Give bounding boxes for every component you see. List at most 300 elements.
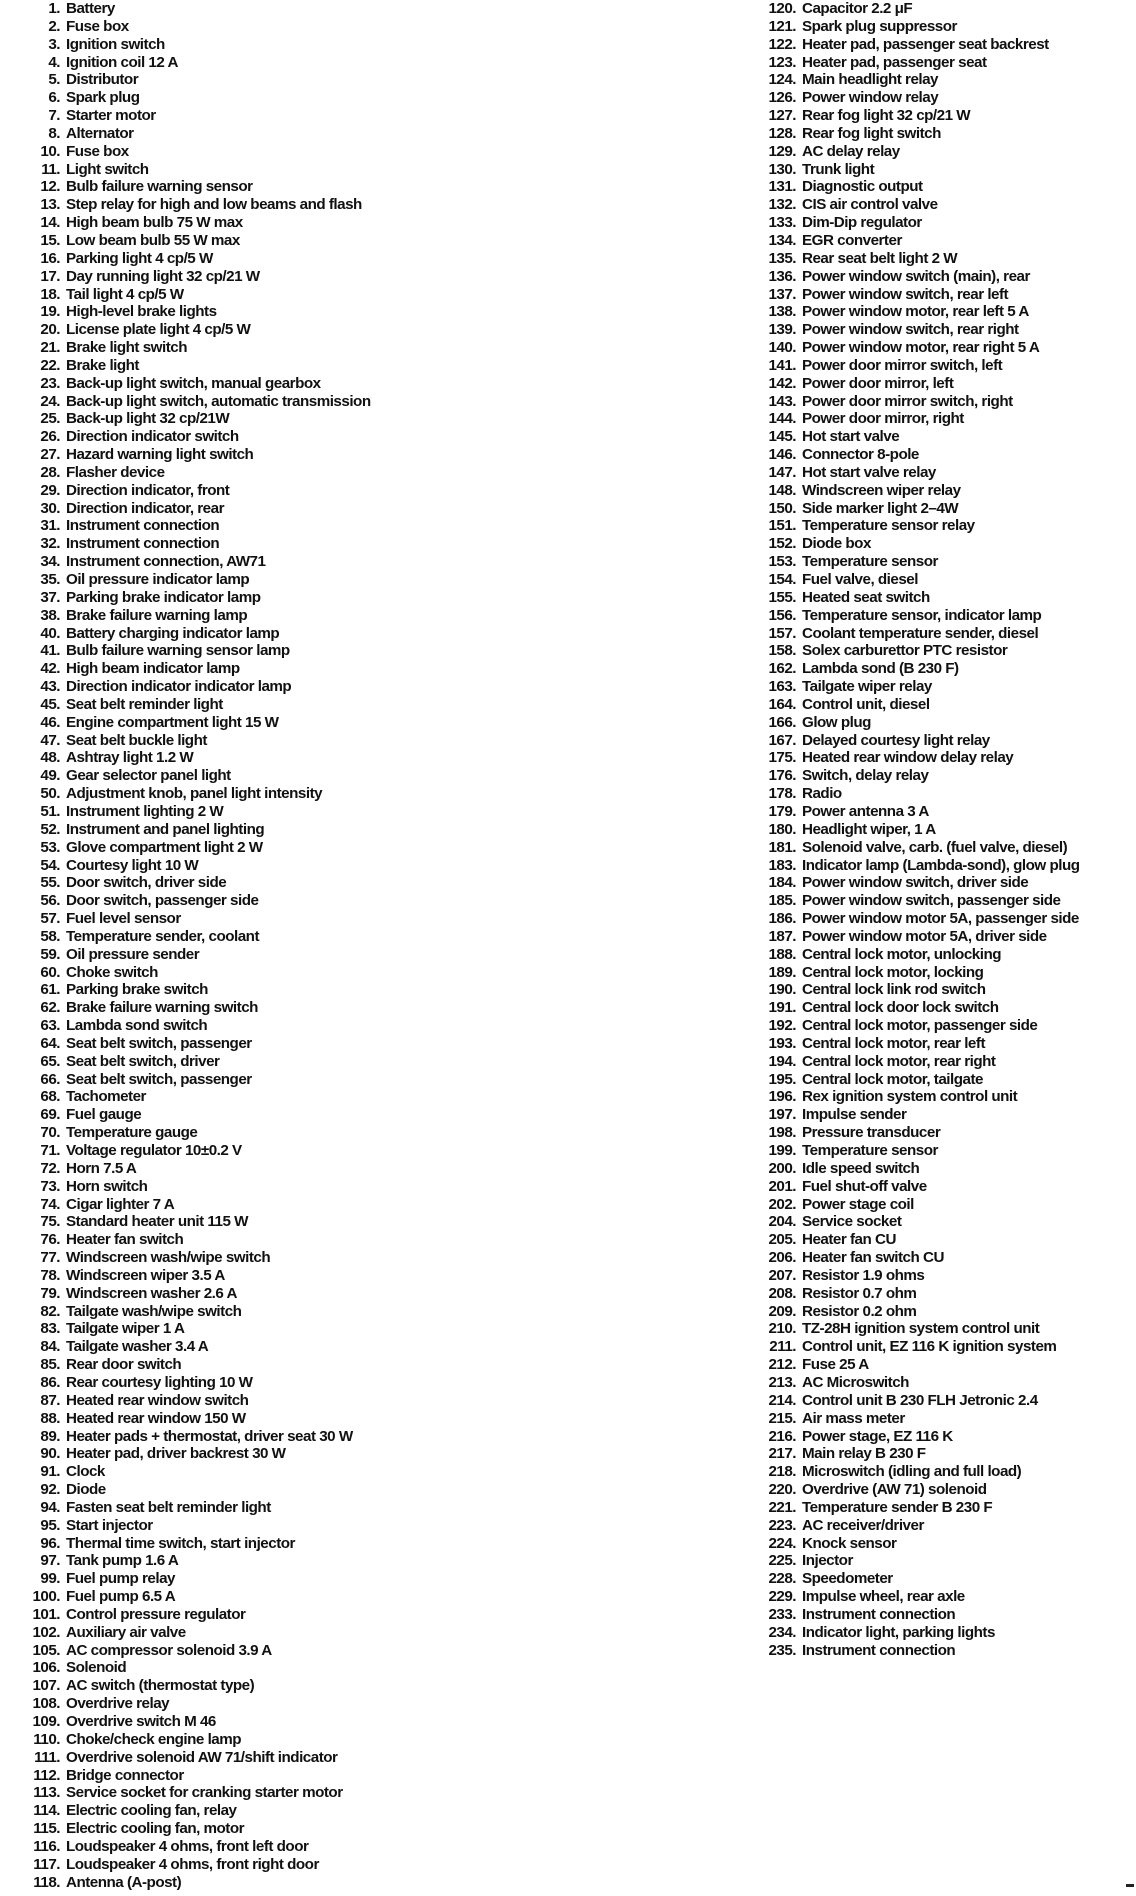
component-list-item bbox=[18, 999, 708, 1017]
component-list-item bbox=[18, 1767, 708, 1785]
item-number: 176. bbox=[768, 767, 796, 785]
item-number: 22. bbox=[40, 356, 60, 374]
item-description: Delayed courtesy light relay bbox=[802, 731, 990, 749]
item-description: Alternator bbox=[66, 124, 134, 142]
item-number: 221. bbox=[768, 1498, 796, 1516]
item-description: Service socket bbox=[802, 1213, 902, 1231]
item-number: 196. bbox=[768, 1088, 796, 1106]
item-number: 210. bbox=[768, 1320, 796, 1338]
item-description: Tachometer bbox=[66, 1088, 146, 1106]
item-number: 157. bbox=[768, 624, 796, 642]
item-number: 10. bbox=[40, 142, 60, 160]
item-description: Tail light 4 cp/5 W bbox=[66, 285, 184, 303]
item-description: Solex carburettor PTC resistor bbox=[802, 642, 1008, 660]
item-description: Instrument connection bbox=[66, 517, 220, 535]
item-number: 151. bbox=[768, 517, 796, 535]
component-list-item bbox=[752, 1267, 1136, 1285]
component-list-item bbox=[18, 1499, 708, 1517]
component-list-item bbox=[752, 250, 1136, 268]
component-list-item bbox=[18, 1392, 708, 1410]
item-description: Fuel gauge bbox=[66, 1106, 142, 1124]
item-description: Central lock motor, rear right bbox=[802, 1052, 996, 1070]
component-list-item bbox=[18, 339, 708, 357]
item-description: Fuel pump 6.5 A bbox=[66, 1588, 176, 1606]
item-description: Bulb failure warning sensor bbox=[66, 178, 253, 196]
item-number: 78. bbox=[40, 1266, 60, 1284]
component-list-item bbox=[752, 1624, 1136, 1642]
component-list-item bbox=[18, 749, 708, 767]
item-description: Temperature sensor, indicator lamp bbox=[802, 606, 1042, 624]
item-description: Distributor bbox=[66, 71, 139, 89]
component-list-item bbox=[18, 678, 708, 696]
component-list-item bbox=[752, 1481, 1136, 1499]
component-list-item bbox=[752, 393, 1136, 411]
component-list-item bbox=[18, 1017, 708, 1035]
item-description: Power stage coil bbox=[802, 1195, 914, 1213]
item-number: 18. bbox=[40, 285, 60, 303]
item-number: 130. bbox=[768, 160, 796, 178]
item-number: 16. bbox=[40, 249, 60, 267]
component-list-item bbox=[752, 857, 1136, 875]
item-number: 4. bbox=[48, 53, 60, 71]
item-description: AC receiver/driver bbox=[802, 1516, 924, 1534]
component-list-item bbox=[752, 428, 1136, 446]
item-description: Temperature sensor bbox=[802, 1142, 938, 1159]
item-number: 106. bbox=[32, 1659, 60, 1677]
item-number: 185. bbox=[768, 892, 796, 910]
item-description: Power door mirror, right bbox=[802, 410, 964, 428]
item-number: 46. bbox=[40, 713, 60, 731]
item-number: 72. bbox=[40, 1159, 60, 1177]
item-description: Power window switch (main), rear bbox=[802, 267, 1030, 285]
item-description: Microswitch (idling and full load) bbox=[802, 1463, 1022, 1481]
component-list-item bbox=[18, 36, 708, 54]
item-number: 152. bbox=[768, 535, 796, 553]
item-number: 178. bbox=[768, 785, 796, 803]
item-number: 126. bbox=[768, 89, 796, 107]
item-description: Resistor 1.9 ohms bbox=[802, 1266, 925, 1284]
item-description: Windscreen wiper relay bbox=[802, 481, 961, 499]
item-number: 20. bbox=[40, 321, 60, 339]
item-description: Clock bbox=[66, 1463, 105, 1481]
item-number: 111. bbox=[34, 1748, 60, 1766]
component-list-item bbox=[752, 107, 1136, 125]
item-description: Oil pressure indicator lamp bbox=[66, 571, 250, 588]
item-description: Battery charging indicator lamp bbox=[66, 624, 280, 642]
component-list-item bbox=[18, 161, 708, 179]
item-number: 207. bbox=[768, 1266, 796, 1284]
item-number: 60. bbox=[40, 963, 60, 981]
item-number: 90. bbox=[40, 1445, 60, 1463]
component-list-item bbox=[752, 1338, 1136, 1356]
item-number: 69. bbox=[40, 1106, 60, 1124]
item-description: Brake failure warning lamp bbox=[66, 606, 248, 624]
component-list-item bbox=[752, 678, 1136, 696]
item-description: Rear seat belt light 2 W bbox=[802, 249, 958, 267]
component-list-item bbox=[752, 642, 1136, 660]
item-number: 28. bbox=[40, 463, 60, 481]
item-number: 114. bbox=[33, 1802, 60, 1820]
component-list-item bbox=[752, 1356, 1136, 1374]
item-number: 66. bbox=[40, 1070, 60, 1088]
component-list-item bbox=[18, 767, 708, 785]
item-description: AC Microswitch bbox=[802, 1373, 909, 1391]
item-description: Heated seat switch bbox=[802, 588, 930, 606]
component-list-item bbox=[752, 892, 1136, 910]
item-number: 150. bbox=[768, 499, 796, 517]
component-list-item bbox=[752, 54, 1136, 72]
item-number: 128. bbox=[768, 124, 796, 142]
item-number: 136. bbox=[768, 267, 796, 285]
item-number: 163. bbox=[768, 678, 796, 696]
item-number: 131. bbox=[768, 178, 796, 196]
item-number: 167. bbox=[768, 731, 796, 749]
item-description: Impulse wheel, rear axle bbox=[802, 1588, 965, 1606]
item-number: 101. bbox=[32, 1605, 60, 1623]
item-number: 191. bbox=[768, 999, 796, 1017]
component-list-item bbox=[18, 1142, 708, 1160]
component-list-item bbox=[18, 571, 708, 589]
item-description: Rex ignition system control unit bbox=[802, 1088, 1018, 1106]
item-number: 132. bbox=[768, 196, 796, 214]
item-description: Idle speed switch bbox=[802, 1159, 920, 1177]
component-list-item bbox=[18, 446, 708, 464]
item-number: 82. bbox=[40, 1302, 60, 1320]
item-description: AC compressor solenoid 3.9 A bbox=[66, 1641, 272, 1659]
component-list-item bbox=[752, 732, 1136, 750]
item-number: 197. bbox=[768, 1106, 796, 1124]
item-number: 193. bbox=[768, 1034, 796, 1052]
component-list-item bbox=[752, 375, 1136, 393]
item-description: Direction indicator indicator lamp bbox=[66, 678, 292, 696]
item-description: Central lock door lock switch bbox=[802, 999, 999, 1017]
item-description: Seat belt reminder light bbox=[66, 695, 223, 713]
item-number: 35. bbox=[40, 571, 60, 588]
item-number: 83. bbox=[40, 1320, 60, 1338]
component-list-item bbox=[18, 1249, 708, 1267]
component-list-item bbox=[752, 821, 1136, 839]
component-list-item bbox=[18, 357, 708, 375]
component-list-item bbox=[18, 589, 708, 607]
item-number: 5. bbox=[48, 71, 60, 89]
component-list-item bbox=[18, 732, 708, 750]
item-number: 214. bbox=[768, 1391, 796, 1409]
item-description: Loudspeaker 4 ohms, front left door bbox=[66, 1837, 309, 1855]
component-list-item bbox=[18, 1285, 708, 1303]
item-description: Dim-Dip regulator bbox=[802, 214, 922, 232]
component-list-item bbox=[752, 1552, 1136, 1570]
component-list-item bbox=[18, 892, 708, 910]
component-list-item bbox=[752, 18, 1136, 36]
item-number: 58. bbox=[40, 927, 60, 945]
item-number: 89. bbox=[40, 1427, 60, 1445]
item-description: Antenna (A-post) bbox=[66, 1873, 182, 1891]
item-description: Bulb failure warning sensor lamp bbox=[66, 642, 290, 660]
item-description: AC switch (thermostat type) bbox=[66, 1677, 255, 1695]
item-number: 88. bbox=[40, 1409, 60, 1427]
item-description: Heater fan switch bbox=[66, 1231, 184, 1249]
item-description: Light switch bbox=[66, 160, 149, 178]
component-list-item bbox=[752, 196, 1136, 214]
component-list-item bbox=[752, 1606, 1136, 1624]
component-list-item bbox=[18, 393, 708, 411]
component-list-item bbox=[752, 500, 1136, 518]
item-number: 195. bbox=[768, 1070, 796, 1088]
component-list-item bbox=[752, 517, 1136, 535]
component-list-item bbox=[18, 1267, 708, 1285]
item-description: Adjustment knob, panel light intensity bbox=[66, 785, 323, 803]
component-list-item bbox=[752, 339, 1136, 357]
component-list-item bbox=[752, 1642, 1136, 1660]
item-description: Central lock motor, tailgate bbox=[802, 1070, 983, 1088]
component-list-item bbox=[18, 857, 708, 875]
item-number: 99. bbox=[40, 1570, 60, 1588]
item-number: 61. bbox=[40, 981, 60, 999]
item-number: 50. bbox=[40, 785, 60, 803]
component-list-item bbox=[18, 1874, 708, 1892]
item-description: Instrument lighting 2 W bbox=[66, 802, 224, 820]
item-description: Windscreen washer 2.6 A bbox=[66, 1284, 237, 1302]
item-number: 166. bbox=[768, 713, 796, 731]
item-description: Resistor 0.7 ohm bbox=[802, 1284, 917, 1302]
item-description: Voltage regulator 10±0.2 V bbox=[66, 1142, 242, 1159]
item-number: 51. bbox=[40, 802, 60, 820]
component-list-item bbox=[18, 1535, 708, 1553]
component-list-item bbox=[18, 1481, 708, 1499]
item-description: Door switch, passenger side bbox=[66, 892, 259, 910]
item-description: Heater pad, driver backrest 30 W bbox=[66, 1445, 286, 1463]
item-description: Heater pad, passenger seat bbox=[802, 53, 987, 71]
item-number: 233. bbox=[768, 1605, 796, 1623]
item-number: 145. bbox=[768, 428, 796, 446]
item-description: High beam bulb 75 W max bbox=[66, 214, 243, 232]
component-list-item bbox=[752, 785, 1136, 803]
component-list-item bbox=[18, 1677, 708, 1695]
item-description: Power window motor, rear left 5 A bbox=[802, 303, 1029, 321]
item-number: 216. bbox=[768, 1427, 796, 1445]
item-description: Control unit, EZ 116 K ignition system bbox=[802, 1338, 1057, 1356]
item-number: 1. bbox=[48, 0, 60, 17]
item-description: Air mass meter bbox=[802, 1409, 905, 1427]
item-description: Horn switch bbox=[66, 1177, 148, 1195]
item-description: Ignition coil 12 A bbox=[66, 53, 178, 71]
component-list-item bbox=[18, 1428, 708, 1446]
item-description: Electric cooling fan, relay bbox=[66, 1802, 237, 1820]
component-list-item bbox=[752, 446, 1136, 464]
item-description: Central lock link rod switch bbox=[802, 981, 986, 999]
item-number: 211. bbox=[769, 1338, 796, 1356]
item-description: Oil pressure sender bbox=[66, 945, 200, 963]
item-number: 122. bbox=[768, 35, 796, 53]
component-list-item bbox=[18, 1106, 708, 1124]
item-description: Windscreen wiper 3.5 A bbox=[66, 1266, 225, 1284]
item-number: 190. bbox=[768, 981, 796, 999]
component-list-item bbox=[752, 125, 1136, 143]
item-description: Speedometer bbox=[802, 1570, 893, 1588]
component-list-item bbox=[18, 1338, 708, 1356]
item-description: Trunk light bbox=[802, 160, 875, 178]
item-number: 153. bbox=[768, 553, 796, 571]
component-list-item bbox=[18, 1713, 708, 1731]
item-number: 124. bbox=[768, 71, 796, 89]
item-number: 71. bbox=[40, 1142, 60, 1159]
item-number: 113. bbox=[33, 1784, 60, 1802]
component-list-item bbox=[18, 910, 708, 928]
component-list-item bbox=[18, 71, 708, 89]
component-list-item bbox=[18, 464, 708, 482]
item-description: Power window motor, rear right 5 A bbox=[802, 339, 1040, 357]
item-number: 94. bbox=[40, 1498, 60, 1516]
component-list-item bbox=[18, 1552, 708, 1570]
item-description: Heated rear window 150 W bbox=[66, 1409, 246, 1427]
component-list-item bbox=[18, 18, 708, 36]
item-number: 24. bbox=[40, 392, 60, 410]
item-number: 2. bbox=[48, 17, 60, 35]
item-number: 86. bbox=[40, 1373, 60, 1391]
component-list-item bbox=[18, 286, 708, 304]
item-number: 118. bbox=[33, 1873, 60, 1891]
component-list-item bbox=[18, 1784, 708, 1802]
item-number: 117. bbox=[33, 1855, 60, 1873]
item-number: 179. bbox=[768, 802, 796, 820]
item-description: Rear fog light switch bbox=[802, 124, 941, 142]
item-description: High-level brake lights bbox=[66, 303, 217, 321]
component-list-item bbox=[752, 410, 1136, 428]
item-number: 181. bbox=[768, 838, 796, 856]
component-list-item bbox=[18, 1231, 708, 1249]
item-number: 74. bbox=[40, 1195, 60, 1213]
item-description: Fuel level sensor bbox=[66, 910, 181, 928]
component-list-item bbox=[752, 1231, 1136, 1249]
component-list-item bbox=[18, 1320, 708, 1338]
component-list-item bbox=[18, 1178, 708, 1196]
item-number: 220. bbox=[768, 1481, 796, 1499]
item-number: 205. bbox=[768, 1231, 796, 1249]
item-number: 25. bbox=[40, 410, 60, 428]
item-description: Rear courtesy lighting 10 W bbox=[66, 1373, 253, 1391]
item-description: Power door mirror switch, right bbox=[802, 392, 1013, 410]
item-number: 215. bbox=[768, 1409, 796, 1427]
item-description: Back-up light 32 cp/21W bbox=[66, 410, 230, 428]
item-number: 48. bbox=[40, 749, 60, 767]
item-number: 133. bbox=[768, 214, 796, 232]
item-number: 40. bbox=[40, 624, 60, 642]
item-description: License plate light 4 cp/5 W bbox=[66, 321, 251, 339]
component-list-item bbox=[752, 1124, 1136, 1142]
item-number: 110. bbox=[33, 1730, 60, 1748]
item-description: Direction indicator switch bbox=[66, 428, 239, 446]
item-number: 202. bbox=[768, 1195, 796, 1213]
item-description: Power window switch, rear right bbox=[802, 321, 1019, 339]
item-description: Brake light bbox=[66, 356, 139, 374]
item-description: Instrument connection bbox=[802, 1605, 956, 1623]
item-number: 158. bbox=[768, 642, 796, 660]
item-description: Main headlight relay bbox=[802, 71, 939, 89]
component-list-item bbox=[18, 803, 708, 821]
item-number: 8. bbox=[48, 124, 60, 142]
component-list-item bbox=[752, 1285, 1136, 1303]
item-description: Battery bbox=[66, 0, 115, 17]
component-list-item bbox=[752, 981, 1136, 999]
component-list-item bbox=[18, 1856, 708, 1874]
item-description: Horn 7.5 A bbox=[66, 1159, 137, 1177]
item-number: 43. bbox=[40, 678, 60, 696]
component-list-item bbox=[752, 749, 1136, 767]
component-list-item bbox=[752, 1374, 1136, 1392]
item-description: Connector 8-pole bbox=[802, 446, 919, 464]
item-description: Fuel valve, diesel bbox=[802, 571, 918, 588]
item-number: 73. bbox=[40, 1177, 60, 1195]
item-description: Low beam bulb 55 W max bbox=[66, 231, 240, 249]
item-description: Glow plug bbox=[802, 713, 871, 731]
component-list-item bbox=[18, 1374, 708, 1392]
item-description: Control unit, diesel bbox=[802, 695, 930, 713]
item-description: Tank pump 1.6 A bbox=[66, 1552, 179, 1570]
item-description: Seat belt switch, passenger bbox=[66, 1034, 252, 1052]
item-number: 11. bbox=[41, 160, 60, 178]
item-number: 15. bbox=[40, 231, 60, 249]
item-number: 102. bbox=[32, 1623, 60, 1641]
item-description: Back-up light switch, automatic transmission bbox=[66, 392, 371, 410]
item-description: Bridge connector bbox=[66, 1766, 184, 1784]
component-list-item bbox=[18, 1124, 708, 1142]
item-number: 77. bbox=[40, 1249, 60, 1267]
component-list-item bbox=[752, 286, 1136, 304]
item-number: 141. bbox=[768, 356, 796, 374]
item-number: 6. bbox=[48, 89, 60, 107]
item-description: CIS air control valve bbox=[802, 196, 938, 214]
item-number: 218. bbox=[768, 1463, 796, 1481]
item-description: Knock sensor bbox=[802, 1534, 897, 1552]
item-description: Headlight wiper, 1 A bbox=[802, 820, 936, 838]
component-list-item bbox=[752, 214, 1136, 232]
page-edge-mark bbox=[1126, 1884, 1134, 1887]
item-description: Start injector bbox=[66, 1516, 153, 1534]
item-number: 139. bbox=[768, 321, 796, 339]
component-list-item bbox=[18, 214, 708, 232]
component-list-item bbox=[752, 1535, 1136, 1553]
component-list-item bbox=[752, 946, 1136, 964]
item-number: 156. bbox=[768, 606, 796, 624]
item-description: Thermal time switch, start injector bbox=[66, 1534, 295, 1552]
item-number: 63. bbox=[40, 1017, 60, 1035]
item-description: Brake light switch bbox=[66, 339, 187, 357]
item-description: Central lock motor, rear left bbox=[802, 1034, 985, 1052]
component-list-item bbox=[752, 1445, 1136, 1463]
item-description: Parking brake indicator lamp bbox=[66, 588, 261, 606]
item-number: 107. bbox=[32, 1677, 60, 1695]
item-description: Control unit B 230 FLH Jetronic 2.4 bbox=[802, 1391, 1038, 1409]
component-list-item bbox=[18, 1570, 708, 1588]
component-list-item bbox=[752, 321, 1136, 339]
item-number: 112. bbox=[33, 1766, 60, 1784]
item-number: 38. bbox=[40, 606, 60, 624]
component-list-item bbox=[752, 1499, 1136, 1517]
item-description: Diode box bbox=[802, 535, 871, 553]
item-description: AC delay relay bbox=[802, 142, 900, 160]
item-number: 187. bbox=[768, 927, 796, 945]
component-list-item bbox=[752, 1035, 1136, 1053]
item-number: 183. bbox=[768, 856, 796, 874]
component-list-item bbox=[18, 1642, 708, 1660]
component-list-item bbox=[18, 500, 708, 518]
item-description: Central lock motor, unlocking bbox=[802, 945, 1001, 963]
item-description: Engine compartment light 15 W bbox=[66, 713, 279, 731]
item-description: Heater pads + thermostat, driver seat 30 W bbox=[66, 1427, 353, 1445]
item-number: 189. bbox=[768, 963, 796, 981]
item-description: Tailgate wiper 1 A bbox=[66, 1320, 185, 1338]
item-number: 123. bbox=[768, 53, 796, 71]
